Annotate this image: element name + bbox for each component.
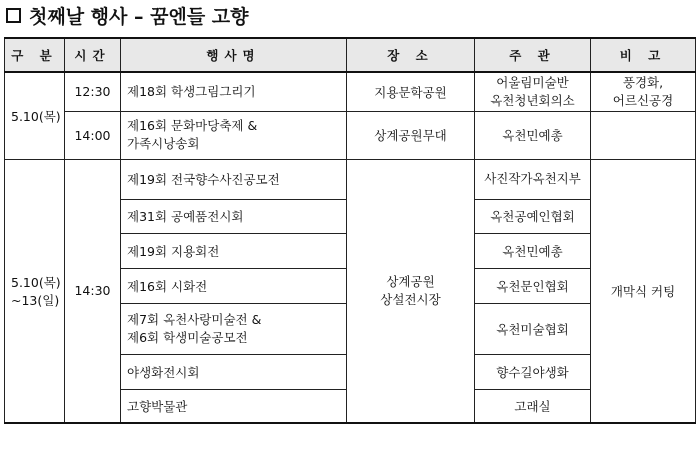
table-row	[5, 159, 696, 199]
header-note: 비 고	[591, 38, 696, 72]
date-cell: 5.10(목)	[5, 72, 65, 159]
title-text: 첫째날 행사 – 꿈엔들 고향	[29, 5, 249, 28]
event-cell: 제16회 문화마당축제 & 가족시낭송회	[121, 111, 347, 159]
header-host: 주 관	[475, 38, 591, 72]
venue-cell: 상계공원 상설전시장	[347, 159, 475, 423]
date-cell: 5.10(목) ~13(일)	[5, 159, 65, 423]
section-title	[6, 2, 249, 28]
event-cell: 제7회 옥천사랑미술전 & 제6회 학생미술공모전	[121, 303, 347, 354]
event-cell: 야생화전시회	[121, 354, 347, 389]
event-cell: 제31회 공예품전시회	[121, 199, 347, 233]
host-cell: 어울림미술반 옥천청년회의소	[475, 72, 591, 111]
schedule-table	[4, 37, 696, 424]
note-cell: 풍경화, 어르신공경	[591, 72, 696, 111]
time-cell: 12:30	[65, 72, 121, 111]
header-venue: 장 소	[347, 38, 475, 72]
host-cell: 향수길야생화	[475, 354, 591, 389]
checkbox-icon	[6, 8, 21, 23]
event-cell: 고향박물관	[121, 389, 347, 423]
table-row	[5, 72, 696, 111]
host-cell: 옥천미술협회	[475, 303, 591, 354]
header-row	[5, 38, 696, 72]
venue-cell: 상계공원무대	[347, 111, 475, 159]
header-time: 시간	[65, 38, 121, 72]
time-cell: 14:30	[65, 159, 121, 423]
host-cell: 옥천민예총	[475, 111, 591, 159]
event-cell: 제18회 학생그림그리기	[121, 72, 347, 111]
time-cell: 14:00	[65, 111, 121, 159]
header-division: 구 분	[5, 38, 65, 72]
table-row	[5, 111, 696, 159]
event-cell: 제19회 전국향수사진공모전	[121, 159, 347, 199]
host-cell: 고래실	[475, 389, 591, 423]
host-cell: 옥천공예인협회	[475, 199, 591, 233]
venue-cell: 지용문학공원	[347, 72, 475, 111]
host-cell: 사진작가옥천지부	[475, 159, 591, 199]
host-cell: 옥천문인협회	[475, 268, 591, 303]
header-event: 행사명	[121, 38, 347, 72]
event-cell: 제16회 시화전	[121, 268, 347, 303]
host-cell: 옥천민예총	[475, 233, 591, 268]
event-cell: 제19회 지용회전	[121, 233, 347, 268]
note-cell	[591, 111, 696, 159]
note-cell: 개막식 커팅	[591, 159, 696, 423]
